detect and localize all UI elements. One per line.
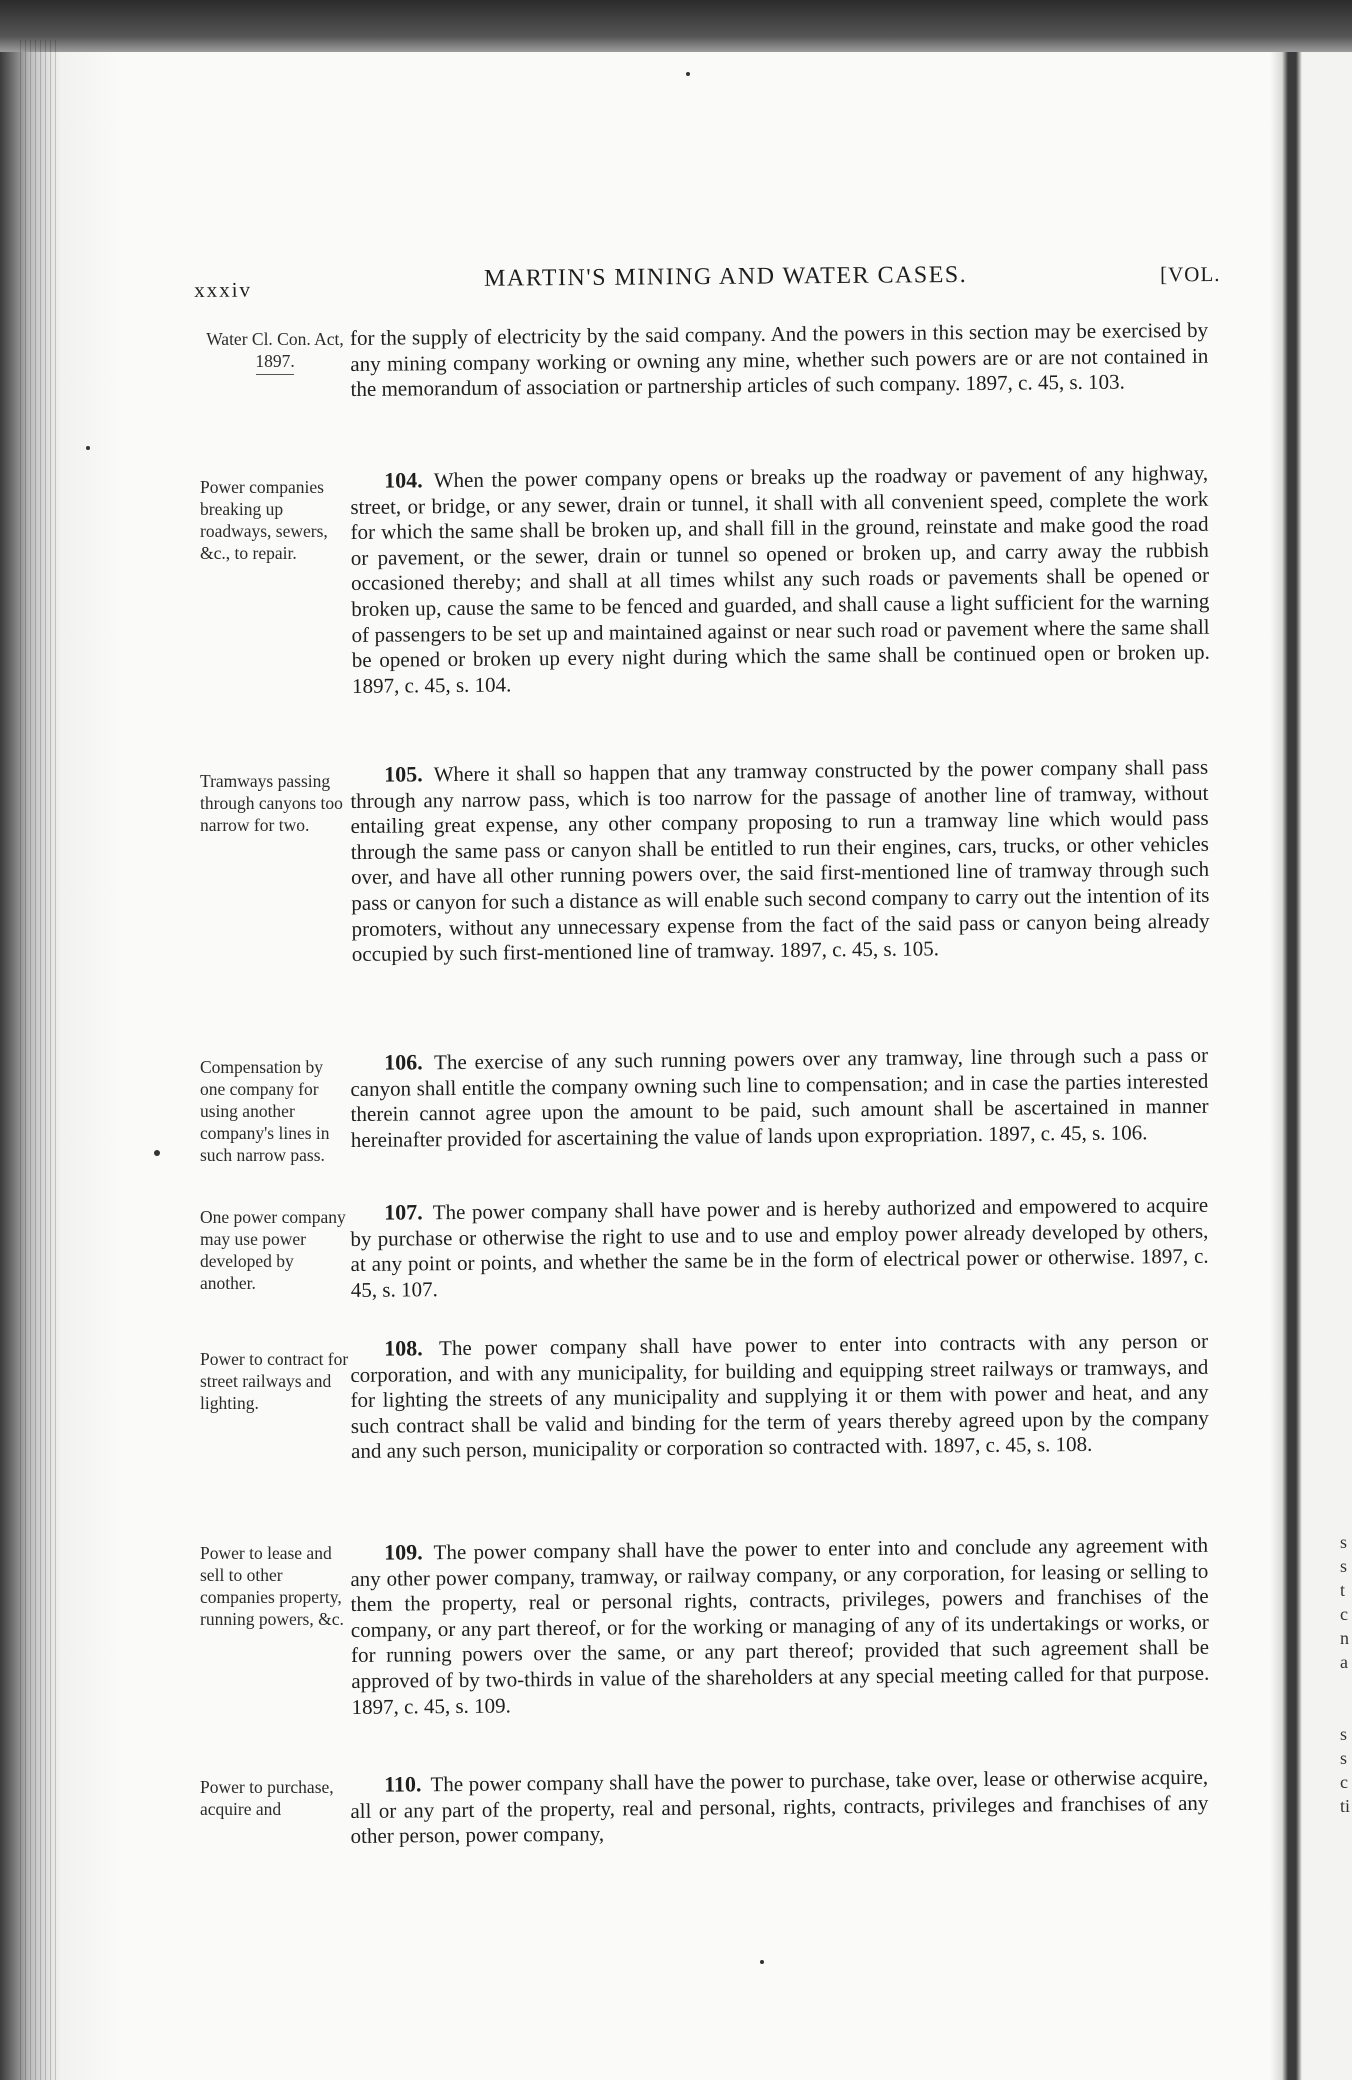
facing-page-letter: n [1340, 1628, 1349, 1648]
section-number: 107. [383, 1199, 423, 1225]
section-body: The power company shall have the power to purchase, take over, lease or otherwise acquire, all or any part of the property, real and personal, rights, contracts, privileges and franchises of any other person, power company, [350, 1764, 1209, 1849]
section-text [350, 1532, 1210, 1720]
section-body: When the power company opens or breaks up the roadway or pavement of any highway, street, or bridge, or any sewer, drain or tunnel, it shall with all convenient speed, complete the work for which the same shall be broken up, and shall fill in the ground, reinstate and make good the road or pavement, or the sewer, drain or tunnel so opened or broken up, and carry away the rubbish occasioned thereby; and shall at all times whilst any such roads or pavements shall be opened or broken up, cause the same to be fenced and guarded, and shall cause a light sufficient for the warning of passengers to be set up and maintained against or near such road or pavement where the same shall be opened or broken up every night during which the same shall be continued open or broken up. 1897, c. 45, s. 104. [350, 460, 1210, 698]
section-body: The power company shall have the power to enter into and conclude any agreement with any other power company, tramway, or railway company, or any corporation, for leasing or selling to them the property, real or personal rights, contracts, privileges, powers and franchises of the company, or any part thereof, or for the working or managing of any of its undertakings or works, or for running powers over the same, or any part thereof; provided that such agreement shall be approved of by two-thirds in value of the shareholders at any special meeting called for that purpose. 1897, c. 45, s. 109. [350, 1532, 1210, 1719]
margin-rule [256, 374, 294, 375]
section-number: 106. [383, 1049, 423, 1075]
facing-page-letter: s [1340, 1748, 1348, 1768]
margin-note: Power companies breaking up roadways, sewers, &c., to repair. [200, 477, 328, 563]
section-number: 109. [383, 1539, 423, 1565]
facing-page-letter: c [1340, 1772, 1348, 1792]
section-number: 105. [383, 761, 423, 787]
facing-page-letter: c [1340, 1604, 1348, 1624]
facing-page-letter: a [1340, 1652, 1348, 1672]
facing-page-letter: s [1340, 1532, 1348, 1552]
facing-page-letter: t [1340, 1580, 1346, 1600]
facing-page-letter: s [1340, 1556, 1348, 1576]
margin-note: Power to contract for street railways and lighting. [200, 1349, 349, 1413]
volume-mark: [VOL. [1159, 261, 1221, 287]
running-title: MARTIN'S MINING AND WATER CASES. [483, 261, 968, 292]
page-number: xxxiv [194, 277, 253, 302]
section-body: Where it shall so happen that any tramway constructed by the power company shall pass through any narrow pass, which is too narrow for the passage of another line of tramway, without entailing great expense, any other company proposing to run a tramway line which would pass through the same pass or canyon shall be entitled to run their engines, cars, trucks, or other vehicles over, and have all other running powers over, the said first-mentioned line of tramway through such pass or canyon for such a distance as will enable such second company to carry out the intention of its promoters, without any unnecessary expense from the fact of the said pass or canyon being already occupied by such first-mentioned line of tramway. 1897, c. 45, s. 105. [350, 754, 1210, 967]
section-text [350, 754, 1210, 968]
margin-note: Water Cl. Con. Act, 1897. [200, 328, 350, 375]
section-text [350, 1192, 1209, 1304]
section-text [350, 1328, 1209, 1465]
margin-note: Tramways passing through canyons too narrow for two. [200, 771, 343, 835]
running-head [194, 260, 1234, 302]
margin-note: Compensation by one company for using another company's lines in such narrow pass. [200, 1057, 330, 1165]
section-number: 108. [383, 1335, 423, 1361]
scan-speck [86, 446, 90, 450]
section-number: 104. [383, 467, 423, 493]
section-text [350, 1042, 1209, 1154]
section-number: 110. [383, 1771, 422, 1797]
scan-speck [686, 72, 690, 76]
section-body: The power company shall have power to enter into contracts with any person or corporation, and with any municipality, for building and equipping street railways or tramways, and for lighting the streets of any municipality and supplying it or them with power and heat, and any such contract shall be valid and binding for the term of years thereby agreed upon by the company and any such person, municipality or corporation so contracted with. 1897, c. 45, s. 108. [350, 1328, 1209, 1464]
facing-page-fragment [1340, 0, 1352, 2080]
section-body: for the supply of electricity by the said company. And the powers in this section may be exercised by any mining company working or owning any mine, whether such powers are or are not contained in the memorandum of association or partnership articles of such company. 1897, c. 45, s. 103. [350, 317, 1209, 402]
scan-speck [760, 1960, 764, 1964]
section-text [350, 318, 1209, 403]
facing-page-letter: ti [1340, 1796, 1351, 1816]
margin-note: One power company may use power developed by another. [200, 1207, 346, 1293]
margin-note: Power to lease and sell to other companies property, running powers, &c. [200, 1543, 344, 1629]
section-text [350, 1764, 1209, 1850]
section-body: The exercise of any such running powers over any tramway, line through such a pass or canyon shall entitle the company owning such line to compensation; and in case the parties interested therein cannot agree upon the amount to be paid, such amount shall be ascertained in manner hereinafter provided for ascertaining the value of lands upon expropriation. 1897, c. 45, s. 106. [350, 1042, 1209, 1152]
facing-page-letter: s [1340, 1724, 1348, 1744]
margin-note: Power to purchase, acquire and [200, 1777, 334, 1819]
section-body: The power company shall have power and is hereby authorized and empowered to acquire by purchase or otherwise the right to use and to use and employ power already developed by others, at any point or points, and whether the same be in the form of electrical power or otherwise. 1897, c. 45, s. 107. [350, 1192, 1209, 1302]
scan-speck [154, 1150, 160, 1156]
section-text [350, 460, 1210, 700]
